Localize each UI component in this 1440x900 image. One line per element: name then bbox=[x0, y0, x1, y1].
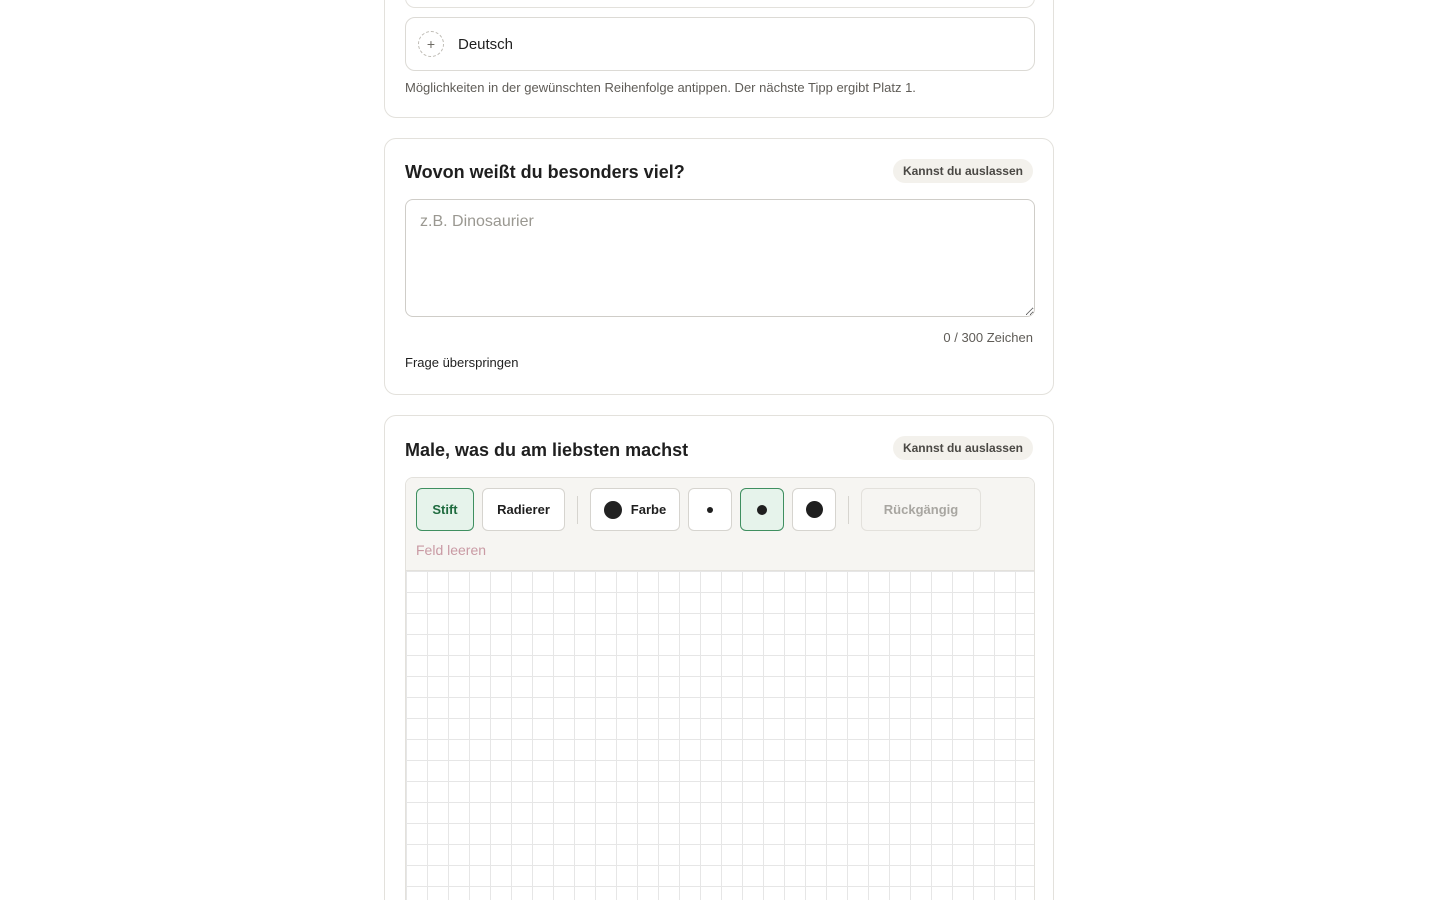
eraser-button[interactable]: Radierer bbox=[482, 488, 565, 531]
question-title: Wovon weißt du besonders viel? bbox=[405, 162, 685, 182]
character-counter: 0 / 300 Zeichen bbox=[943, 330, 1033, 345]
knowledge-question-card bbox=[384, 138, 1054, 395]
drawing-area bbox=[405, 477, 1035, 900]
brush-size-medium-button[interactable] bbox=[740, 488, 784, 531]
pen-button[interactable]: Stift bbox=[416, 488, 474, 531]
optional-badge: Kannst du auslassen bbox=[893, 436, 1033, 460]
ranking-option-previous[interactable] bbox=[405, 0, 1035, 8]
large-dot-icon bbox=[806, 501, 823, 518]
clear-canvas-link[interactable]: Feld leeren bbox=[416, 542, 487, 558]
knowledge-textarea[interactable] bbox=[405, 199, 1035, 317]
undo-button[interactable]: Rückgängig bbox=[861, 488, 981, 531]
optional-badge: Kannst du auslassen bbox=[893, 159, 1033, 183]
ranking-option-label: Deutsch bbox=[458, 35, 514, 53]
ranking-card bbox=[384, 0, 1054, 118]
ranking-hint: Möglichkeiten in der gewünschten Reihenfolge antippen. Der nächste Tipp ergibt Platz 1. bbox=[405, 80, 916, 95]
small-dot-icon bbox=[707, 507, 713, 513]
skip-question-link[interactable]: Frage überspringen bbox=[405, 355, 519, 370]
medium-dot-icon bbox=[757, 505, 767, 515]
brush-size-small-button[interactable] bbox=[688, 488, 732, 531]
drawing-canvas[interactable] bbox=[406, 571, 1034, 900]
toolbar-divider bbox=[848, 496, 849, 524]
color-button-label: Farbe bbox=[630, 502, 667, 517]
brush-size-large-button[interactable] bbox=[792, 488, 836, 531]
color-button[interactable] bbox=[590, 488, 680, 531]
plus-icon: + bbox=[418, 31, 444, 57]
ranking-option-deutsch[interactable] bbox=[405, 17, 1035, 71]
question-title: Male, was du am liebsten machst bbox=[405, 440, 689, 460]
toolbar-divider bbox=[577, 496, 578, 524]
color-swatch-icon bbox=[604, 501, 622, 519]
drawing-question-card bbox=[384, 415, 1054, 900]
drawing-toolbar bbox=[406, 478, 1034, 571]
